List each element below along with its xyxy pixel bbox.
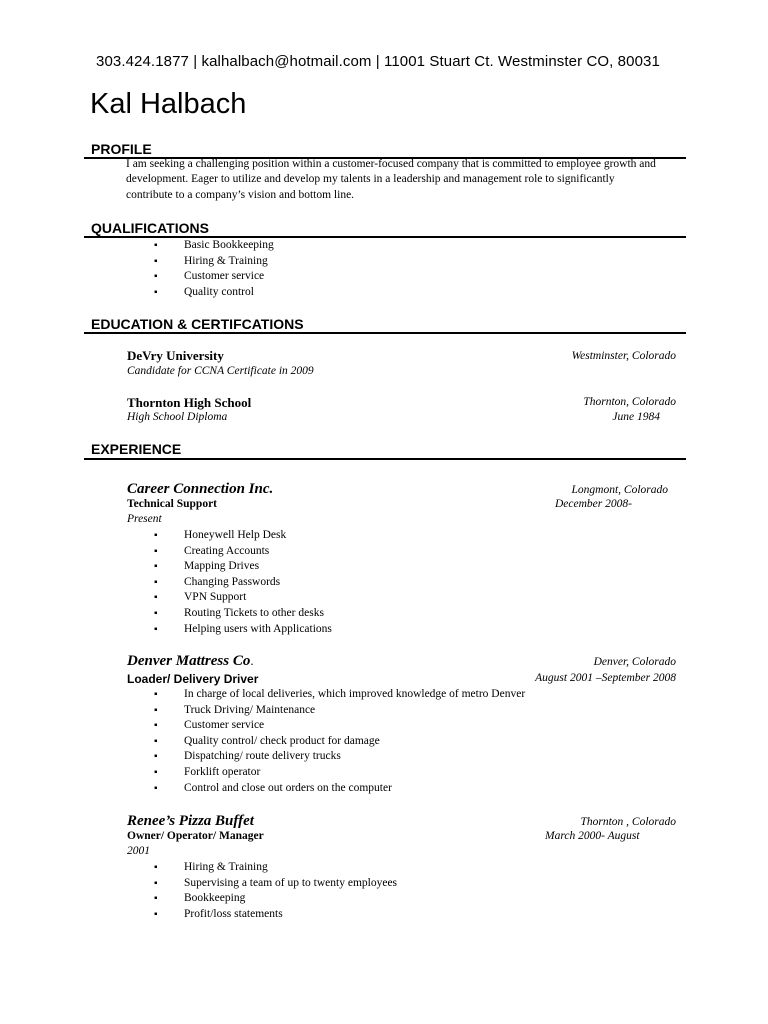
employer-name-text: Denver Mattress Co	[127, 653, 251, 669]
qualifications-list	[127, 238, 274, 300]
job-role: Loader/ Delivery Driver	[127, 672, 259, 686]
education-rule	[84, 332, 686, 334]
employer-name: Career Connection Inc.	[127, 481, 274, 497]
school-detail: Candidate for CCNA Certificate in 2009	[127, 365, 314, 377]
school-name: Thornton High School	[127, 395, 252, 410]
list-item: ▪ Basic Bookkeeping	[127, 238, 274, 254]
school-location: Westminster, Colorado	[571, 350, 676, 362]
job-role: Owner/ Operator/ Manager	[127, 830, 264, 842]
list-item: ▪ Hiring & Training	[127, 860, 397, 876]
duties-list	[127, 860, 397, 922]
school-location: Thornton, Colorado	[583, 396, 676, 408]
job-dates: March 2000- August	[545, 830, 640, 842]
duties-list	[127, 528, 332, 637]
list-item: ▪ Truck Driving/ Maintenance	[127, 703, 525, 719]
experience-heading: EXPERIENCE	[91, 441, 182, 457]
list-item: ▪ VPN Support	[127, 590, 332, 606]
job-location: Longmont, Colorado	[571, 484, 668, 496]
school-date: June 1984	[612, 411, 660, 423]
job-dates-continued: 2001	[127, 845, 150, 857]
employer-name	[127, 653, 254, 670]
list-item: ▪ In charge of local deliveries, which improved knowledge of metro Denver	[127, 687, 525, 703]
employer-name: Renee’s Pizza Buffet	[127, 813, 254, 829]
list-item: ▪ Hiring & Training	[127, 254, 274, 270]
duties-list	[127, 687, 525, 796]
list-item: ▪ Customer service	[127, 269, 274, 285]
list-item: ▪ Routing Tickets to other desks	[127, 606, 332, 622]
list-item: ▪ Dispatching/ route delivery trucks	[127, 749, 525, 765]
list-item: ▪ Supervising a team of up to twenty employees	[127, 876, 397, 892]
candidate-name: Kal Halbach	[90, 88, 247, 120]
list-item: ▪ Quality control/ check product for damage	[127, 734, 525, 750]
list-item: ▪ Creating Accounts	[127, 544, 332, 560]
list-item: ▪ Bookkeeping	[127, 891, 397, 907]
education-heading: EDUCATION & CERTIFCATIONS	[91, 316, 304, 332]
list-item: ▪ Profit/loss statements	[127, 907, 397, 923]
job-dates: August 2001 –September 2008	[535, 672, 676, 684]
list-item: ▪ Quality control	[127, 285, 274, 301]
employer-name-suffix: .	[250, 653, 254, 668]
list-item: ▪ Mapping Drives	[127, 559, 332, 575]
contact-line: 303.424.1877 | kalhalbach@hotmail.com | 11001 Stuart Ct. Westminster CO, 80031	[96, 53, 660, 70]
list-item: ▪ Honeywell Help Desk	[127, 528, 332, 544]
list-item: ▪ Forklift operator	[127, 765, 525, 781]
school-name: DeVry University	[127, 348, 224, 363]
job-location: Denver, Colorado	[593, 656, 676, 668]
job-location: Thornton , Colorado	[580, 816, 676, 828]
experience-rule	[84, 458, 686, 460]
job-dates: December 2008-	[555, 498, 632, 510]
qualifications-heading: QUALIFICATIONS	[91, 220, 209, 236]
profile-heading: PROFILE	[91, 141, 152, 157]
profile-text: I am seeking a challenging position within a customer-focused company that is committed to employee growth and development. Eager to utilize and develop my talents in a leadership and management role to significantly contribute to a company’s vision and bottom line.	[126, 158, 656, 201]
list-item: ▪ Changing Passwords	[127, 575, 332, 591]
list-item: ▪ Control and close out orders on the computer	[127, 781, 525, 797]
job-role: Technical Support	[127, 498, 218, 510]
list-item: ▪ Customer service	[127, 718, 525, 734]
job-dates-continued: Present	[127, 513, 162, 525]
list-item: ▪ Helping users with Applications	[127, 622, 332, 638]
school-detail: High School Diploma	[127, 411, 228, 423]
